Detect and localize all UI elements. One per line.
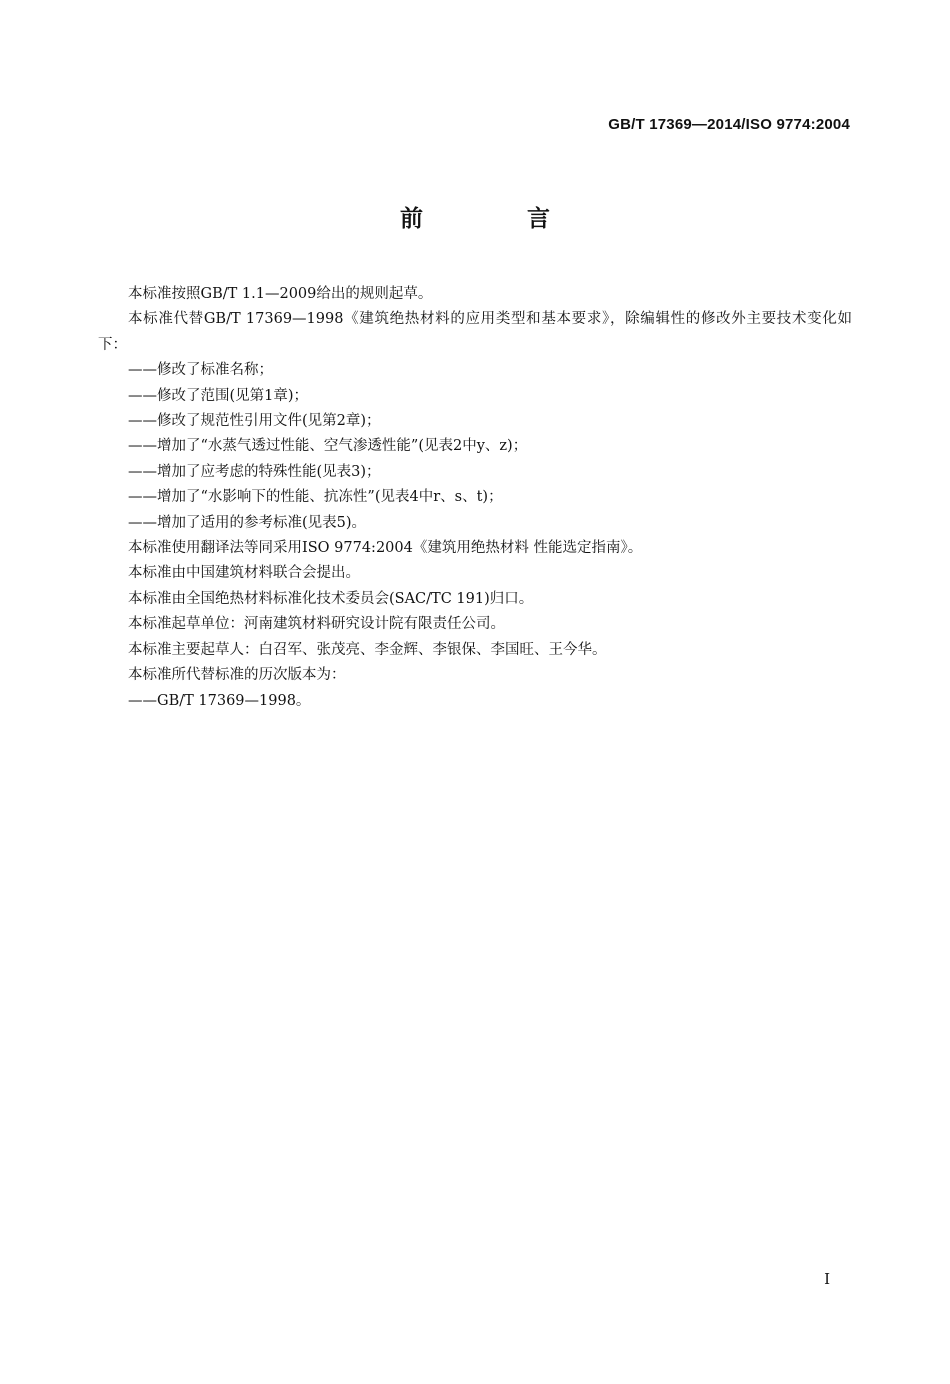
paragraph-drafters: 本标准主要起草人：白召军、张茂亮、李金辉、李银保、李国旺、王今华。 — [128, 641, 607, 658]
change-item: ——增加了适用的参考标准(见表5)。 — [128, 514, 367, 531]
change-item: ——增加了“水蒸气透过性能、空气渗透性能”(见表2中y、z)； — [128, 438, 528, 455]
page-number: I — [824, 1270, 830, 1288]
standard-code-header: GB/T 17369—2014/ISO 9774:2004 — [608, 116, 850, 133]
foreword-body — [98, 282, 852, 714]
paragraph-previous-versions: 本标准所代替标准的历次版本为： — [128, 667, 346, 684]
paragraph-drafting-unit: 本标准起草单位：河南建筑材料研究设计院有限责任公司。 — [128, 616, 505, 633]
paragraph-replacement: 本标准代替GB/T 17369—1998《建筑绝热材料的应用类型和基本要求》，除编辑性的修改外主要技术变化如下： — [98, 311, 852, 353]
change-item: ——增加了“水影响下的性能、抗冻性”(见表4中r、s、t)； — [128, 489, 503, 506]
paragraph-drafting-rules: 本标准按照GB/T 1.1—2009给出的规则起草。 — [128, 286, 433, 302]
paragraph-managed-by: 本标准由全国绝热材料标准化技术委员会(SAC/TC 191)归口。 — [128, 590, 534, 607]
change-item: ——修改了标准名称； — [128, 362, 273, 379]
change-item: ——修改了规范性引用文件(见第2章)； — [128, 413, 381, 430]
change-item: ——修改了范围(见第1章)； — [128, 387, 309, 404]
paragraph-iso-adoption: 本标准使用翻译法等同采用ISO 9774:2004《建筑用绝热材料 性能选定指南》。 — [128, 540, 643, 557]
page-title: 前 言 — [399, 206, 598, 232]
previous-version-item: ——GB/T 17369—1998。 — [128, 692, 311, 709]
change-item: ——增加了应考虑的特殊性能(见表3)； — [128, 463, 381, 480]
paragraph-proposed-by: 本标准由中国建筑材料联合会提出。 — [128, 565, 360, 582]
